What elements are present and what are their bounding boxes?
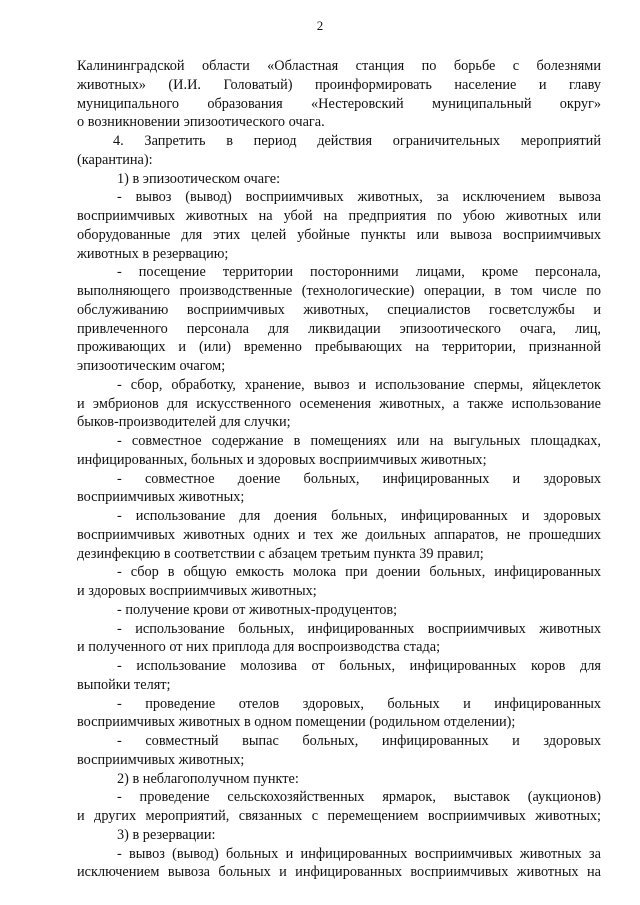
- text-line: дезинфекцию в соответствии с абзацем третьим пункта 39 правил;: [77, 545, 484, 562]
- text-line: восприимчивых животных в одном помещении (родильном отделении);: [77, 714, 516, 731]
- text-line: привлеченного персонала для ликвидации эпизоотического очага, лиц,: [77, 320, 601, 337]
- text-line: восприимчивых животных;: [77, 751, 245, 768]
- text-line: - вывоз (вывод) восприимчивых животных, за исключением вывоза: [117, 189, 601, 206]
- text-line: муниципального образования «Нестеровский муниципальный округ»: [77, 95, 601, 112]
- text-line: - сбор, обработку, хранение, вывоз и использование спермы, яйцеклеток: [117, 376, 601, 393]
- text-line: - получение крови от животных-продуцентов;: [117, 601, 398, 618]
- text-line: и здоровых восприимчивых животных;: [77, 583, 317, 599]
- page-number: 2: [316, 18, 324, 33]
- text-line: - совместное доение больных, инфицированных и здоровых: [117, 470, 601, 487]
- text-line: о возникновении эпизоотического очага.: [77, 114, 325, 131]
- text-line: и эмбрионов для искусственного осеменения животных, а также использование: [77, 395, 601, 412]
- text-line: животных» (И.И. Головатый) проинформировать население и главу: [77, 76, 601, 93]
- text-line: - посещение территории посторонними лицами, кроме персонала,: [117, 264, 601, 281]
- text-line: 3) в резервации:: [117, 826, 216, 843]
- text-line: 4. Запретить в период действия ограничительных мероприятий: [113, 133, 601, 149]
- text-line: восприимчивых животных;: [77, 489, 245, 506]
- text-line: животных в резервацию;: [77, 245, 229, 262]
- text-line: - использование молозива от больных, инфицированных коров для: [117, 658, 601, 674]
- text-line: проживающих и (или) временно пребывающих на территории, признанной: [77, 339, 601, 356]
- text-line: исключением вывоза больных и инфицированных восприимчивых животных на: [77, 864, 601, 881]
- text-line: 2) в неблагополучном пункте:: [117, 770, 299, 787]
- text-line: - вывоз (вывод) больных и инфицированных восприимчивых животных за: [117, 845, 601, 862]
- document-body: [77, 57, 601, 882]
- text-line: и других мероприятий, связанных с перемещением восприимчивых животных;: [77, 808, 601, 824]
- text-line: - проведение отелов здоровых, больных и инфицированных: [117, 695, 601, 712]
- text-line: Калининградской области «Областная станция по борьбе с болезнями: [77, 58, 601, 74]
- text-line: восприимчивых животных на убой на предприятия по убою животных или: [77, 208, 601, 224]
- text-line: - совместный выпас больных, инфицированных и здоровых: [117, 733, 601, 749]
- text-line: обслуживанию восприимчивых животных, специалистов госветслужбы и: [77, 301, 601, 318]
- text-line: - совместное содержание в помещениях или на выгульных площадках,: [117, 433, 601, 449]
- text-line: (карантина):: [77, 151, 153, 168]
- text-line: восприимчивых животных одних и тех же доильных аппаратов, не прошедших: [77, 526, 601, 543]
- text-line: 1) в эпизоотическом очаге:: [117, 170, 281, 187]
- text-line: быков-производителей для случки;: [77, 414, 291, 431]
- text-line: - сбор в общую емкость молока при доении больных, инфицированных: [117, 564, 601, 581]
- text-line: инфицированных, больных и здоровых восприимчивых животных;: [77, 451, 487, 468]
- text-line: - использование для доения больных, инфицированных и здоровых: [117, 508, 601, 524]
- text-line: - использование больных, инфицированных восприимчивых животных: [117, 620, 601, 637]
- text-line: оборудованные для этих целей убойные пункты или вывоза восприимчивых: [77, 226, 601, 243]
- text-line: - проведение сельскохозяйственных ярмарок, выставок (аукционов): [117, 789, 601, 806]
- text-line: выполняющего производственные (технологические) операции, в том числе по: [77, 283, 601, 299]
- text-line: и полученного от них приплода для воспроизводства стада;: [77, 639, 441, 656]
- text-line: выпойки телят;: [77, 676, 171, 693]
- text-line: эпизоотическим очагом;: [77, 358, 226, 374]
